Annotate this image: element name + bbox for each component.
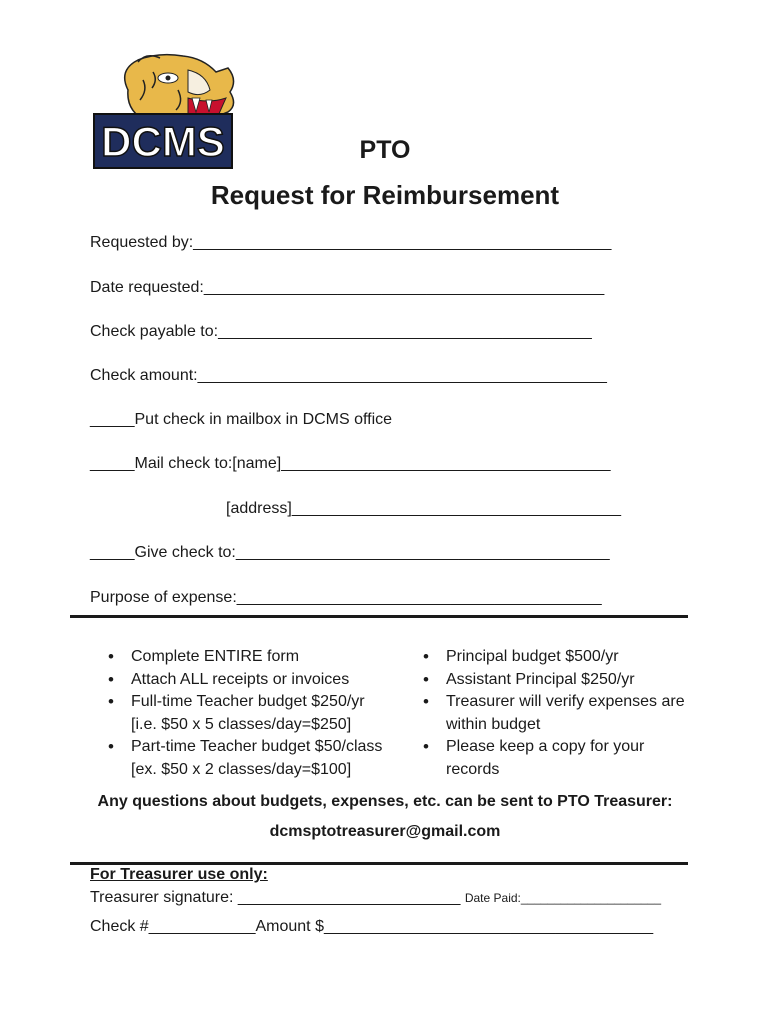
list-item: • Part-time Teacher budget $50/class [ex. $50 x 2 classes/day=$100]	[108, 736, 382, 781]
instructions-list-right	[423, 646, 685, 781]
mail-check-name-field[interactable]: _____Mail check to:[name]_____________________________________	[90, 455, 611, 472]
instructions-list-left	[108, 646, 382, 781]
list-item: • Please keep a copy for your records	[423, 736, 685, 781]
form-title-pto: PTO	[359, 136, 411, 164]
list-item: • Assistant Principal $250/yr	[423, 669, 685, 692]
list-item: • Principal budget $500/yr	[423, 646, 685, 669]
purpose-field[interactable]: Purpose of expense:_________________________________________	[90, 589, 602, 606]
list-item: • Complete ENTIRE form	[108, 646, 382, 669]
give-check-field[interactable]: _____Give check to:__________________________________________	[90, 544, 610, 561]
check-number-amount-field[interactable]: Check #____________Amount $_____________________________________	[90, 918, 654, 935]
list-item: • Attach ALL receipts or invoices	[108, 669, 382, 692]
treasurer-signature-field[interactable]: Treasurer signature: _________________________ Date Paid:_____________________	[90, 889, 662, 906]
mail-check-address-field[interactable]: [address]_____________________________________	[226, 500, 622, 517]
date-requested-field[interactable]: Date requested:_____________________________________________	[90, 279, 605, 296]
mailbox-option[interactable]: _____Put check in mailbox in DCMS office	[90, 411, 393, 428]
treasurer-email[interactable]: dcmsptotreasurer@gmail.com	[269, 823, 501, 840]
questions-text: Any questions about budgets, expenses, etc. can be sent to PTO Treasurer:	[97, 793, 673, 810]
form-title: Request for Reimbursement	[210, 180, 560, 210]
check-payable-field[interactable]: Check payable to:__________________________________________	[90, 323, 592, 340]
divider	[70, 615, 688, 618]
requested-by-field[interactable]: Requested by:_______________________________________________	[90, 234, 612, 251]
divider	[70, 862, 688, 865]
list-item: • Full-time Teacher budget $250/yr [i.e. $50 x 5 classes/day=$250]	[108, 691, 382, 736]
check-amount-field[interactable]: Check amount:______________________________________________	[90, 367, 607, 384]
treasurer-section-heading: For Treasurer use only:	[90, 866, 268, 883]
list-item: • Treasurer will verify expenses are within budget	[423, 691, 685, 736]
logo-text: DCMS	[101, 118, 225, 165]
date-paid-field[interactable]: Date Paid:_____________________	[464, 891, 662, 905]
